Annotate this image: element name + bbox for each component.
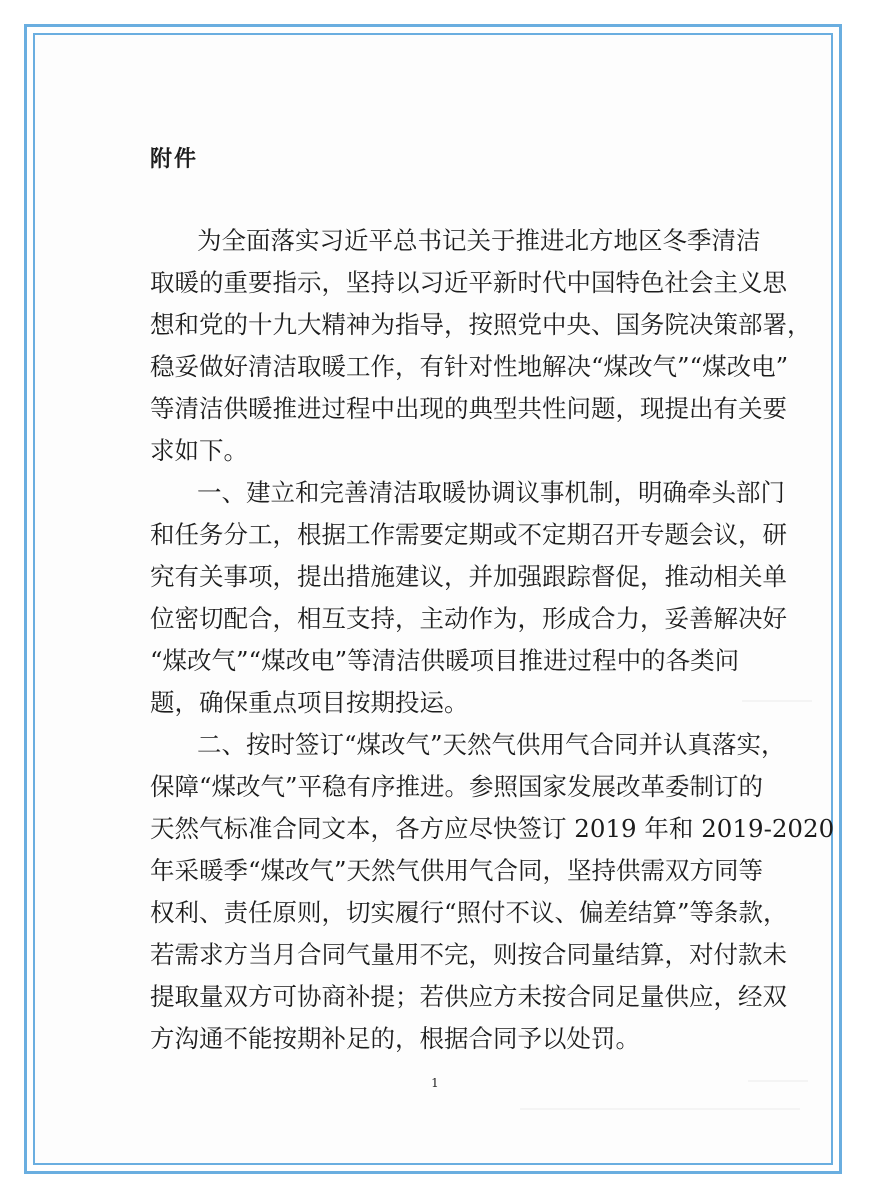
- paragraph-3-line-4: 年采暖季“煤改气”天然气供用气合同，坚持供需双方同等: [150, 856, 764, 885]
- paragraph-1-line-1: 为全面落实习近平总书记关于推进北方地区冬季清洁: [197, 226, 761, 255]
- paragraph-2-line-3: 究有关事项，提出措施建议，并加强跟踪督促，推动相关单: [150, 562, 787, 591]
- paragraph-3-line-7: 提取量双方可协商补提；若供应方未按合同足量供应，经双: [150, 982, 787, 1011]
- attachment-heading: 附件: [150, 147, 199, 172]
- page-number: 1: [431, 1076, 439, 1090]
- paragraph-3-line-6: 若需求方当月合同气量用不完，则按合同量结算，对付款未: [150, 940, 787, 969]
- paragraph-1-line-2: 取暖的重要指示，坚持以习近平新时代中国特色社会主义思: [150, 268, 787, 297]
- paragraph-2-line-1: 一、建立和完善清洁取暖协调议事机制，明确牵头部门: [197, 478, 785, 507]
- scan-mark: [520, 1108, 800, 1110]
- scan-mark: [742, 700, 812, 702]
- paragraph-1-line-5: 等清洁供暖推进过程中出现的典型共性问题，现提出有关要: [150, 394, 787, 423]
- scan-mark: [748, 1080, 808, 1082]
- paragraph-3-line-8: 方沟通不能按期补足的，根据合同予以处罚。: [150, 1024, 640, 1053]
- paragraph-3-line-3: 天然气标准合同文本，各方应尽快签订 2019 年和 2019-2020: [150, 814, 835, 843]
- paragraph-1-line-6: 求如下。: [150, 436, 248, 465]
- paragraph-2-line-6: 题，确保重点项目按期投运。: [150, 688, 469, 717]
- paragraph-2-line-2: 和任务分工，根据工作需要定期或不定期召开专题会议，研: [150, 520, 787, 549]
- paragraph-3-line-5: 权利、责任原则，切实履行“照付不议、偏差结算”等条款，: [150, 898, 788, 927]
- paragraph-1-line-4: 稳妥做好清洁取暖工作，有针对性地解决“煤改气”“煤改电”: [150, 352, 789, 381]
- paragraph-3-line-2: 保障“煤改气”平稳有序推进。参照国家发展改革委制订的: [150, 772, 764, 801]
- paragraph-2-line-4: 位密切配合，相互支持，主动作为，形成合力，妥善解决好: [150, 604, 787, 633]
- paragraph-1-line-3: 想和党的十九大精神为指导，按照党中央、国务院决策部署，: [150, 310, 812, 339]
- paragraph-2-line-5: “煤改气”“煤改电”等清洁供暖项目推进过程中的各类问: [150, 646, 740, 675]
- paragraph-3-line-1: 二、按时签订“煤改气”天然气供用气合同并认真落实，: [197, 730, 786, 759]
